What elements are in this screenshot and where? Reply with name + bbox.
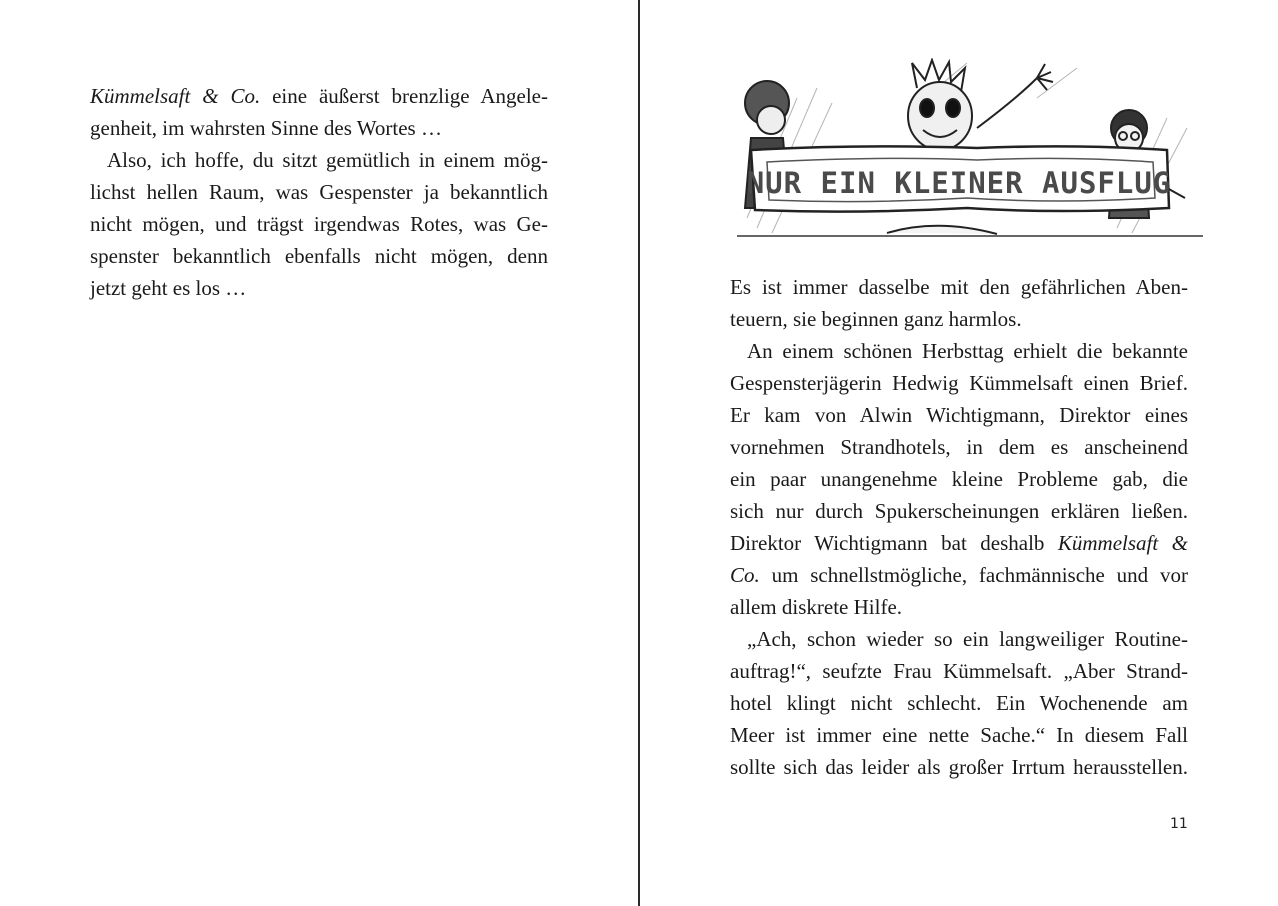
text-line: Also, ich hoffe, du sitzt gemütlich in einem mög- (107, 148, 548, 172)
text-line: allem diskrete Hilfe. (730, 595, 903, 619)
text-line: spenster bekanntlich ebenfalls nicht mögen, denn (90, 244, 548, 268)
text-line: Gespensterjägerin Hedwig Kümmelsaft einen Brief. (730, 371, 1188, 395)
italic-title: Kümmelsaft & (1057, 531, 1189, 555)
text-line: Meer ist immer eine nette Sache.“ In diesem Fall (730, 723, 1188, 747)
text-line: nicht mögen, und trägst irgendwas Rotes, was Ge- (90, 212, 548, 236)
text-line: teuern, sie beginnen ganz harmlos. (730, 307, 1022, 331)
text-line: vornehmen Strandhotels, in dem es anscheinend (730, 435, 1188, 459)
italic-title: Co. (730, 563, 760, 587)
text-span: um schnellstmögliche, fachmännische und vor (759, 563, 1188, 587)
chapter-header-illustration (737, 58, 1203, 244)
left-page-text (90, 80, 548, 304)
text-span: eine äußerst brenzlige Angele- (260, 84, 548, 108)
text-line: jetzt geht es los … (90, 276, 247, 300)
text-line: sich nur durch Spukerscheinungen erklären ließen. (730, 499, 1188, 523)
italic-title: Kümmelsaft & Co. (90, 84, 261, 108)
left-page (0, 0, 638, 906)
text-line (730, 527, 1188, 559)
right-page-text (730, 271, 1188, 783)
text-line (730, 559, 1188, 591)
text-line: hotel klingt nicht schlecht. Ein Wochenende am (730, 691, 1188, 715)
text-line (90, 80, 548, 112)
text-line: lichst hellen Raum, was Gespenster ja bekanntlich (90, 180, 548, 204)
text-line: Er kam von Alwin Wichtigmann, Direktor eines (730, 403, 1188, 427)
text-line: An einem schönen Herbsttag erhielt die bekannte (747, 339, 1188, 363)
text-line: Es ist immer dasselbe mit den gefährlichen Aben- (730, 275, 1188, 299)
text-line: genheit, im wahrsten Sinne des Wortes … (90, 116, 442, 140)
text-line: sollte sich das leider als großer Irrtum herausstellen. (730, 755, 1188, 779)
right-page (641, 0, 1278, 906)
page-number: 11 (1170, 816, 1188, 832)
book-spine (638, 0, 640, 906)
text-line: „Ach, schon wieder so ein langweiliger Routine- (747, 627, 1188, 651)
text-line: auftrag!“, seufzte Frau Kümmelsaft. „Aber Strand- (730, 659, 1188, 683)
text-span: Direktor Wichtigmann bat deshalb (730, 531, 1058, 555)
text-line: ein paar unangenehme kleine Probleme gab, die (730, 467, 1188, 491)
chapter-title: NUR EIN KLEINER AUSFLUG (746, 166, 1172, 200)
